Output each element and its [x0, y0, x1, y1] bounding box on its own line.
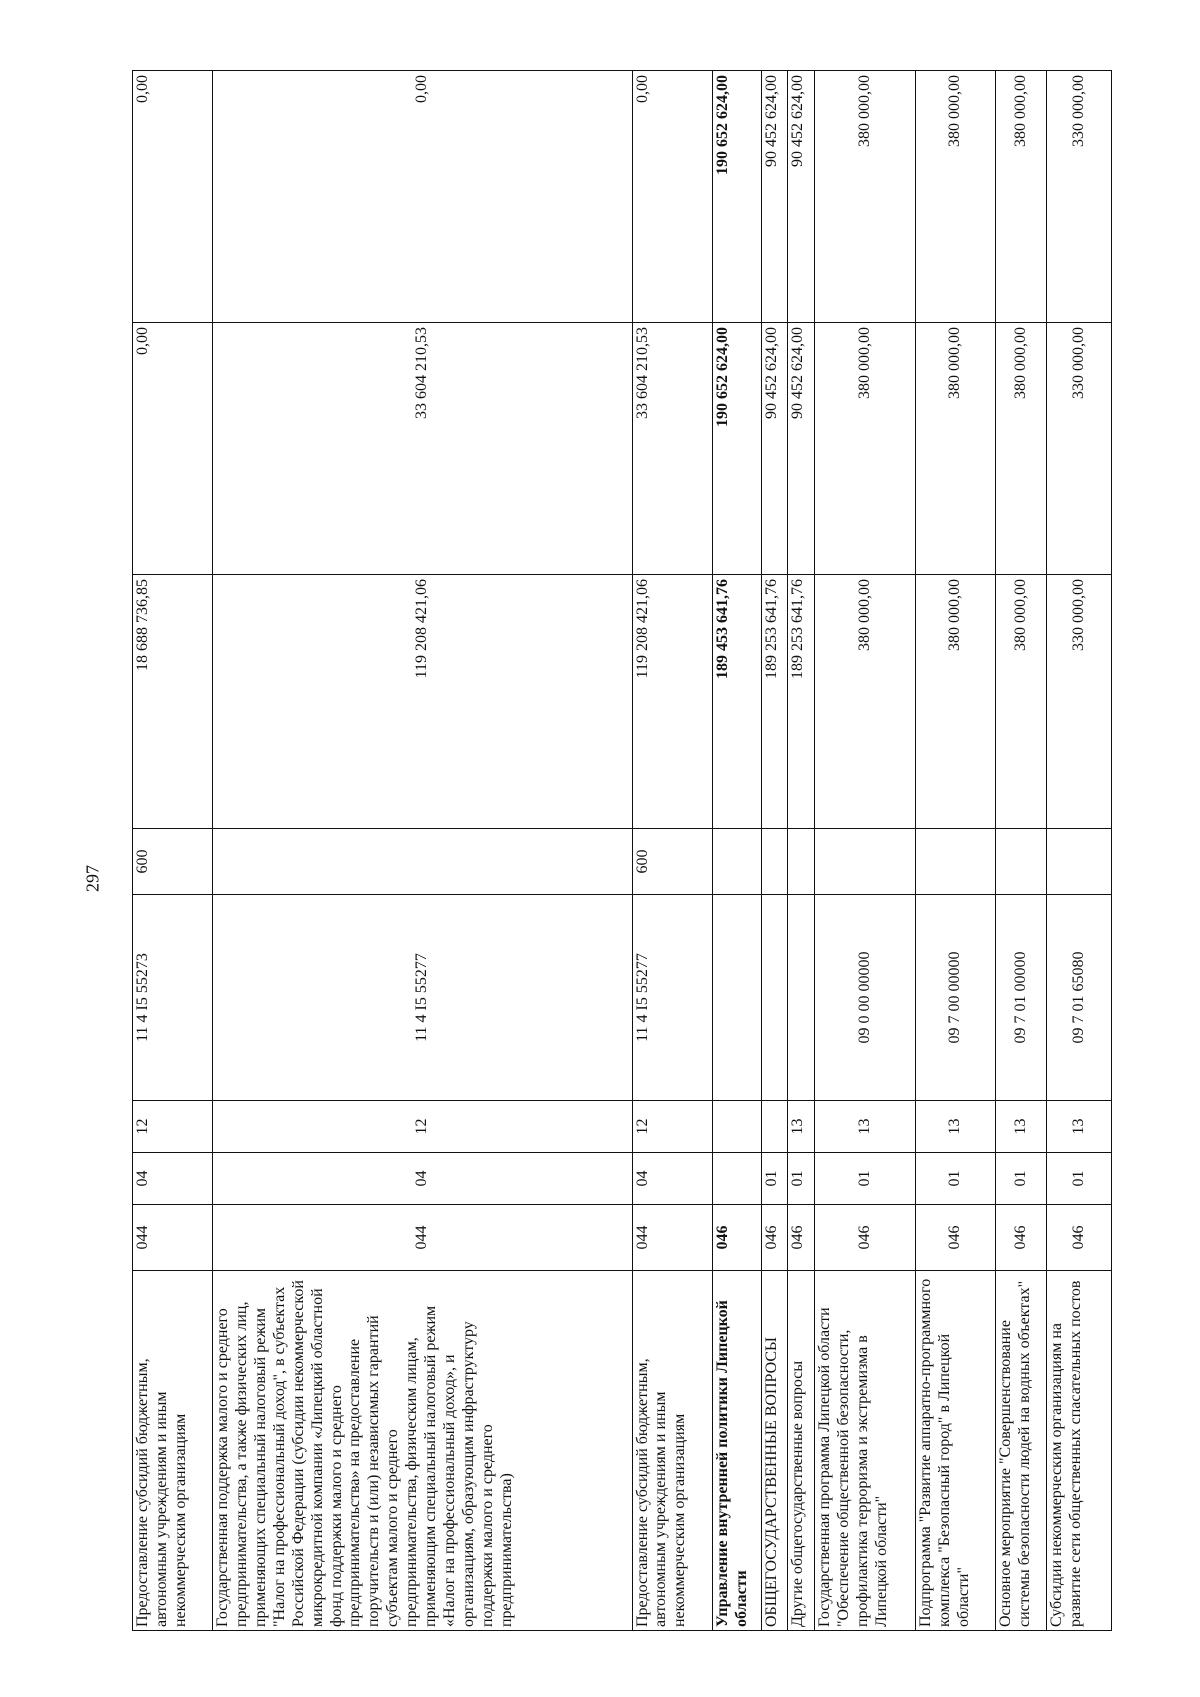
budget-table: [132, 70, 1112, 1631]
cell-subsection: 12: [213, 1101, 632, 1153]
cell-target: 11 4 I5 55277: [213, 895, 632, 1101]
cell-sum2: 33 604 210,53: [632, 323, 712, 575]
cell-target: 11 4 I5 55273: [133, 895, 213, 1101]
cell-vid: [213, 829, 632, 895]
cell-vid: [916, 829, 996, 895]
cell-sum2: 380 000,00: [916, 323, 996, 575]
cell-section: 01: [996, 1153, 1047, 1205]
cell-section: 04: [133, 1153, 213, 1205]
cell-section: 01: [916, 1153, 996, 1205]
cell-target: 09 0 00 00000: [814, 895, 915, 1101]
cell-vid: [1047, 829, 1112, 895]
cell-target: 11 4 I5 55277: [632, 895, 712, 1101]
cell-target: [712, 895, 761, 1101]
table-row: [814, 71, 915, 1631]
table-row: [788, 71, 815, 1631]
cell-sum1: 380 000,00: [814, 575, 915, 829]
table-row: [213, 71, 632, 1631]
cell-section: 01: [814, 1153, 915, 1205]
cell-sum1: 380 000,00: [916, 575, 996, 829]
cell-sum2: 33 604 210,53: [213, 323, 632, 575]
cell-target: [788, 895, 815, 1101]
cell-sum3: 90 452 624,00: [788, 71, 815, 323]
cell-name: Государственная поддержка малого и среднего предпринимательства, а также физических лиц, применяющих специальный налоговый режим "Налог на профессиональный доход", в субъектах Российской Федерации (субсидии некоммерческой микрокредитной компании «Липецкий областной фонд поддержки малого и среднего предпринимательства» на предоставление поручительств и (или) независимых гарантий субъектам малого и среднего предпринимательства, физическим лицам, применяющим специальный налоговый режим «Налог на профессиональный доход», и организациям, образующим инфраструктуру поддержки малого и среднего предпринимательства): [213, 1271, 632, 1631]
cell-section: 04: [632, 1153, 712, 1205]
cell-sum3: 380 000,00: [916, 71, 996, 323]
cell-sum2: 330 000,00: [1047, 323, 1112, 575]
cell-name: Предоставление субсидий бюджетным, автономным учреждениям и иным некоммерческим организациям: [632, 1271, 712, 1631]
cell-target: 09 7 01 65080: [1047, 895, 1112, 1101]
table-body: [133, 71, 1112, 1631]
cell-sum3: 0,00: [133, 71, 213, 323]
cell-sum2: 380 000,00: [814, 323, 915, 575]
cell-sum3: 380 000,00: [814, 71, 915, 323]
cell-sum3: 330 000,00: [1047, 71, 1112, 323]
cell-sum1: 330 000,00: [1047, 575, 1112, 829]
cell-sum1: 189 453 641,76: [712, 575, 761, 829]
cell-admin: 046: [996, 1205, 1047, 1271]
cell-name: Другие общегосударственные вопросы: [788, 1271, 815, 1631]
page-number: 297: [82, 865, 103, 892]
cell-section: 01: [761, 1153, 788, 1205]
table-row: [761, 71, 788, 1631]
cell-sum2: 90 452 624,00: [788, 323, 815, 575]
cell-sum1: 119 208 421,06: [632, 575, 712, 829]
cell-sum3: 190 652 624,00: [712, 71, 761, 323]
cell-vid: 600: [632, 829, 712, 895]
cell-sum3: 90 452 624,00: [761, 71, 788, 323]
cell-name: Управление внутренней политики Липецкой области: [712, 1271, 761, 1631]
cell-admin: 046: [712, 1205, 761, 1271]
cell-name: Предоставление субсидий бюджетным, автономным учреждениям и иным некоммерческим организациям: [133, 1271, 213, 1631]
cell-subsection: [712, 1101, 761, 1153]
cell-name: ОБЩЕГОСУДАРСТВЕННЫЕ ВОПРОСЫ: [761, 1271, 788, 1631]
cell-vid: [788, 829, 815, 895]
cell-subsection: 13: [1047, 1101, 1112, 1153]
cell-admin: 046: [761, 1205, 788, 1271]
cell-target: [761, 895, 788, 1101]
cell-subsection: 13: [916, 1101, 996, 1153]
cell-sum2: 90 452 624,00: [761, 323, 788, 575]
cell-admin: 046: [916, 1205, 996, 1271]
cell-sum1: 189 253 641,76: [788, 575, 815, 829]
cell-sum2: 190 652 624,00: [712, 323, 761, 575]
cell-sum2: 0,00: [133, 323, 213, 575]
cell-admin: 046: [788, 1205, 815, 1271]
cell-sum3: 380 000,00: [996, 71, 1047, 323]
cell-sum1: 380 000,00: [996, 575, 1047, 829]
table-row: [712, 71, 761, 1631]
cell-vid: [712, 829, 761, 895]
cell-section: 01: [788, 1153, 815, 1205]
table-row: [133, 71, 213, 1631]
cell-section: 04: [213, 1153, 632, 1205]
cell-admin: 044: [133, 1205, 213, 1271]
cell-target: 09 7 00 00000: [916, 895, 996, 1101]
cell-vid: [761, 829, 788, 895]
cell-sum3: 0,00: [632, 71, 712, 323]
cell-subsection: 13: [996, 1101, 1047, 1153]
table-row: [996, 71, 1047, 1631]
cell-sum2: 380 000,00: [996, 323, 1047, 575]
cell-sum1: 119 208 421,06: [213, 575, 632, 829]
cell-admin: 046: [1047, 1205, 1112, 1271]
cell-section: [712, 1153, 761, 1205]
cell-subsection: [761, 1101, 788, 1153]
cell-name: Подпрограмма "Развитие аппаратно-программного комплекса "Безопасный город" в Липецкой области": [916, 1271, 996, 1631]
cell-vid: [996, 829, 1047, 895]
cell-target: 09 7 01 00000: [996, 895, 1047, 1101]
cell-section: 01: [1047, 1153, 1112, 1205]
cell-admin: 044: [632, 1205, 712, 1271]
cell-subsection: 12: [632, 1101, 712, 1153]
table-row: [1047, 71, 1112, 1631]
cell-admin: 046: [814, 1205, 915, 1271]
cell-name: Основное мероприятие "Совершенствование системы безопасности людей на водных объектах": [996, 1271, 1047, 1631]
table-row: [632, 71, 712, 1631]
cell-name: Государственная программа Липецкой области "Обеспечение общественной безопасности, профилактика терроризма и экстремизма в Липецкой области": [814, 1271, 915, 1631]
cell-subsection: 13: [788, 1101, 815, 1153]
cell-name: Субсидии некоммерческим организациям на развитие сети общественных спасательных постов: [1047, 1271, 1112, 1631]
cell-subsection: 13: [814, 1101, 915, 1153]
cell-vid: 600: [133, 829, 213, 895]
rotated-table-wrapper: [132, 71, 1112, 1631]
cell-subsection: 12: [133, 1101, 213, 1153]
cell-admin: 044: [213, 1205, 632, 1271]
table-row: [916, 71, 996, 1631]
cell-sum1: 189 253 641,76: [761, 575, 788, 829]
cell-vid: [814, 829, 915, 895]
cell-sum3: 0,00: [213, 71, 632, 323]
cell-sum1: 18 688 736,85: [133, 575, 213, 829]
